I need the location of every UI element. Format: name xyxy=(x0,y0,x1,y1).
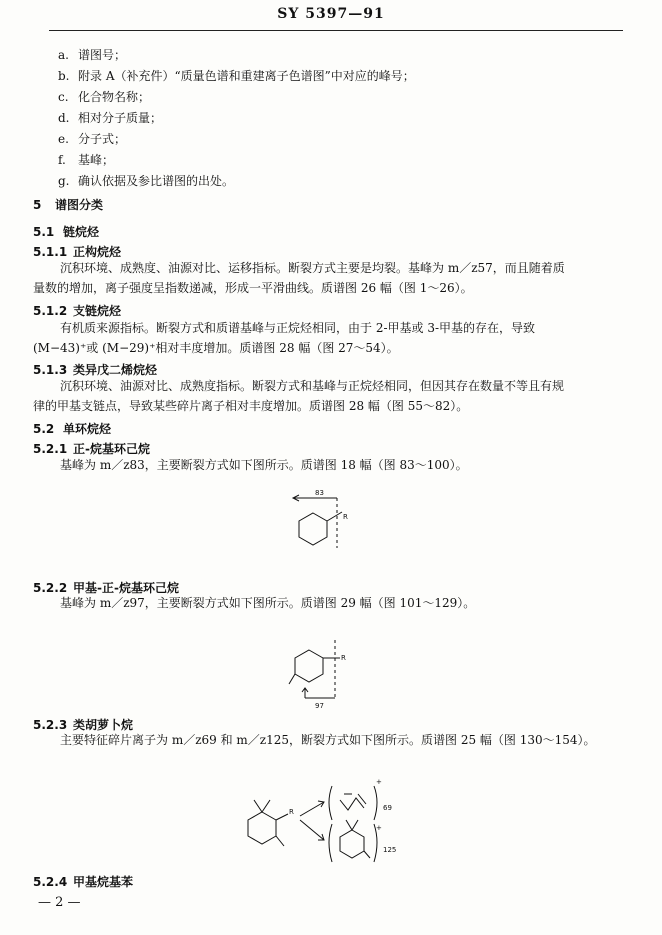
section-number: 5.1.3 xyxy=(33,363,68,377)
paragraph-line: 主要特征碎片离子为 m／z69 和 m／z125，断裂方式如下图所示。质谱图 25 幅（图 130～154）。 xyxy=(60,733,596,747)
section-title: 正-烷基环己烷 xyxy=(73,442,150,456)
list-item xyxy=(58,88,150,105)
list-item-text: 确认依据及参比谱图的出处。 xyxy=(78,174,235,188)
paragraph-line: 沉积环境、油源对比、成熟度指标。断裂方式和基峰与正烷烃相同，但因其存在数量不等且有规 xyxy=(60,379,565,393)
section-title: 正构烷烃 xyxy=(73,245,122,259)
paragraph-line: 有机质来源指标。断裂方式和质谱基峰与正烷烃相同，由于 2-甲基或 3-甲基的存在，导致 xyxy=(60,321,536,335)
ion-mass-label: 69 xyxy=(383,804,392,812)
list-item-label: b. xyxy=(58,69,70,83)
figure-methylalkylcyclohexane xyxy=(285,640,365,715)
section-number: 5.2.4 xyxy=(33,875,68,889)
list-item-label: g. xyxy=(58,174,70,188)
section-heading xyxy=(33,196,103,213)
list-item-text: 化合物名称； xyxy=(78,90,151,104)
list-item-text: 谱图号； xyxy=(78,48,127,62)
list-item xyxy=(58,46,126,63)
header-rule xyxy=(49,30,623,31)
list-item-text: 附录 A（补充件）“质量色谱和重建离子色谱图”中对应的峰号； xyxy=(78,69,415,83)
charge-label: + xyxy=(376,824,382,832)
structure-drawing xyxy=(285,640,365,715)
section-title: 链烷烃 xyxy=(63,225,100,239)
section-title: 支链烷烃 xyxy=(73,304,122,318)
section-title: 单环烷烃 xyxy=(63,422,112,436)
substituent-label: R xyxy=(341,654,346,662)
paragraph-line: 律的甲基支链点，导致某些碎片离子相对丰度增加。质谱图 28 幅（图 55～82）。 xyxy=(33,399,469,413)
list-item-text: 分子式； xyxy=(78,132,127,146)
list-item-label: f. xyxy=(58,153,66,167)
list-item-text: 基峰； xyxy=(78,153,115,167)
structure-drawing xyxy=(285,488,365,568)
section-number: 5.2 xyxy=(33,422,55,436)
section-title: 类胡萝卜烷 xyxy=(73,718,134,732)
section-heading xyxy=(33,873,133,890)
section-heading xyxy=(33,420,111,437)
paragraph-line: 量数的增加，离子强度呈指数递减，形成一平滑曲线。质谱图 26 幅（图 1～26）。 xyxy=(33,281,473,295)
structure-drawing xyxy=(240,772,400,867)
list-item-label: a. xyxy=(58,48,69,62)
list-item-label: e. xyxy=(58,132,69,146)
section-number: 5.2.1 xyxy=(33,442,68,456)
list-item xyxy=(58,109,162,126)
ion-mass-label: 125 xyxy=(383,846,397,854)
section-number: 5.1.1 xyxy=(33,245,68,259)
figure-carotane-fragmentation xyxy=(240,772,400,867)
charge-label: + xyxy=(376,778,382,786)
list-item xyxy=(58,172,234,189)
section-number: 5.2.2 xyxy=(33,581,68,595)
list-item-text: 相对分子质量； xyxy=(78,111,163,125)
figure-alkylcyclohexane xyxy=(285,488,365,568)
section-number: 5.2.3 xyxy=(33,718,68,732)
section-title: 谱图分类 xyxy=(55,198,104,212)
section-title: 甲基烷基苯 xyxy=(73,875,134,889)
section-heading xyxy=(33,302,121,319)
list-item-label: d. xyxy=(58,111,70,125)
section-title: 类异戊二烯烷烃 xyxy=(73,363,158,377)
list-item xyxy=(58,151,114,168)
substituent-label: R xyxy=(289,808,294,816)
section-number: 5 xyxy=(33,198,42,212)
page-header: SY 5397—91 xyxy=(277,6,385,22)
paragraph-line: 基峰为 m／z97，主要断裂方式如下图所示。质谱图 29 幅（图 101～129）。 xyxy=(60,596,476,610)
paragraph-line: (M−43)⁺或 (M−29)⁺相对丰度增加。质谱图 28 幅（图 27～54）。 xyxy=(33,341,399,355)
list-item xyxy=(58,130,126,147)
fragment-mass-label: 97 xyxy=(315,702,324,710)
fragment-mass-label: 83 xyxy=(315,489,324,497)
page-number: — 2 — xyxy=(38,895,81,910)
list-item xyxy=(58,67,415,84)
substituent-label: R xyxy=(343,513,348,521)
paragraph-line: 沉积环境、成熟度、油源对比、运移指标。断裂方式主要是均裂。基峰为 m／z57，而且随着质 xyxy=(60,261,565,275)
paragraph-line: 基峰为 m／z83，主要断裂方式如下图所示。质谱图 18 幅（图 83～100）。 xyxy=(60,458,468,472)
section-heading xyxy=(33,223,99,240)
list-item-label: c. xyxy=(58,90,69,104)
section-title: 甲基-正-烷基环己烷 xyxy=(73,581,179,595)
section-number: 5.1.2 xyxy=(33,304,68,318)
section-number: 5.1 xyxy=(33,225,55,239)
